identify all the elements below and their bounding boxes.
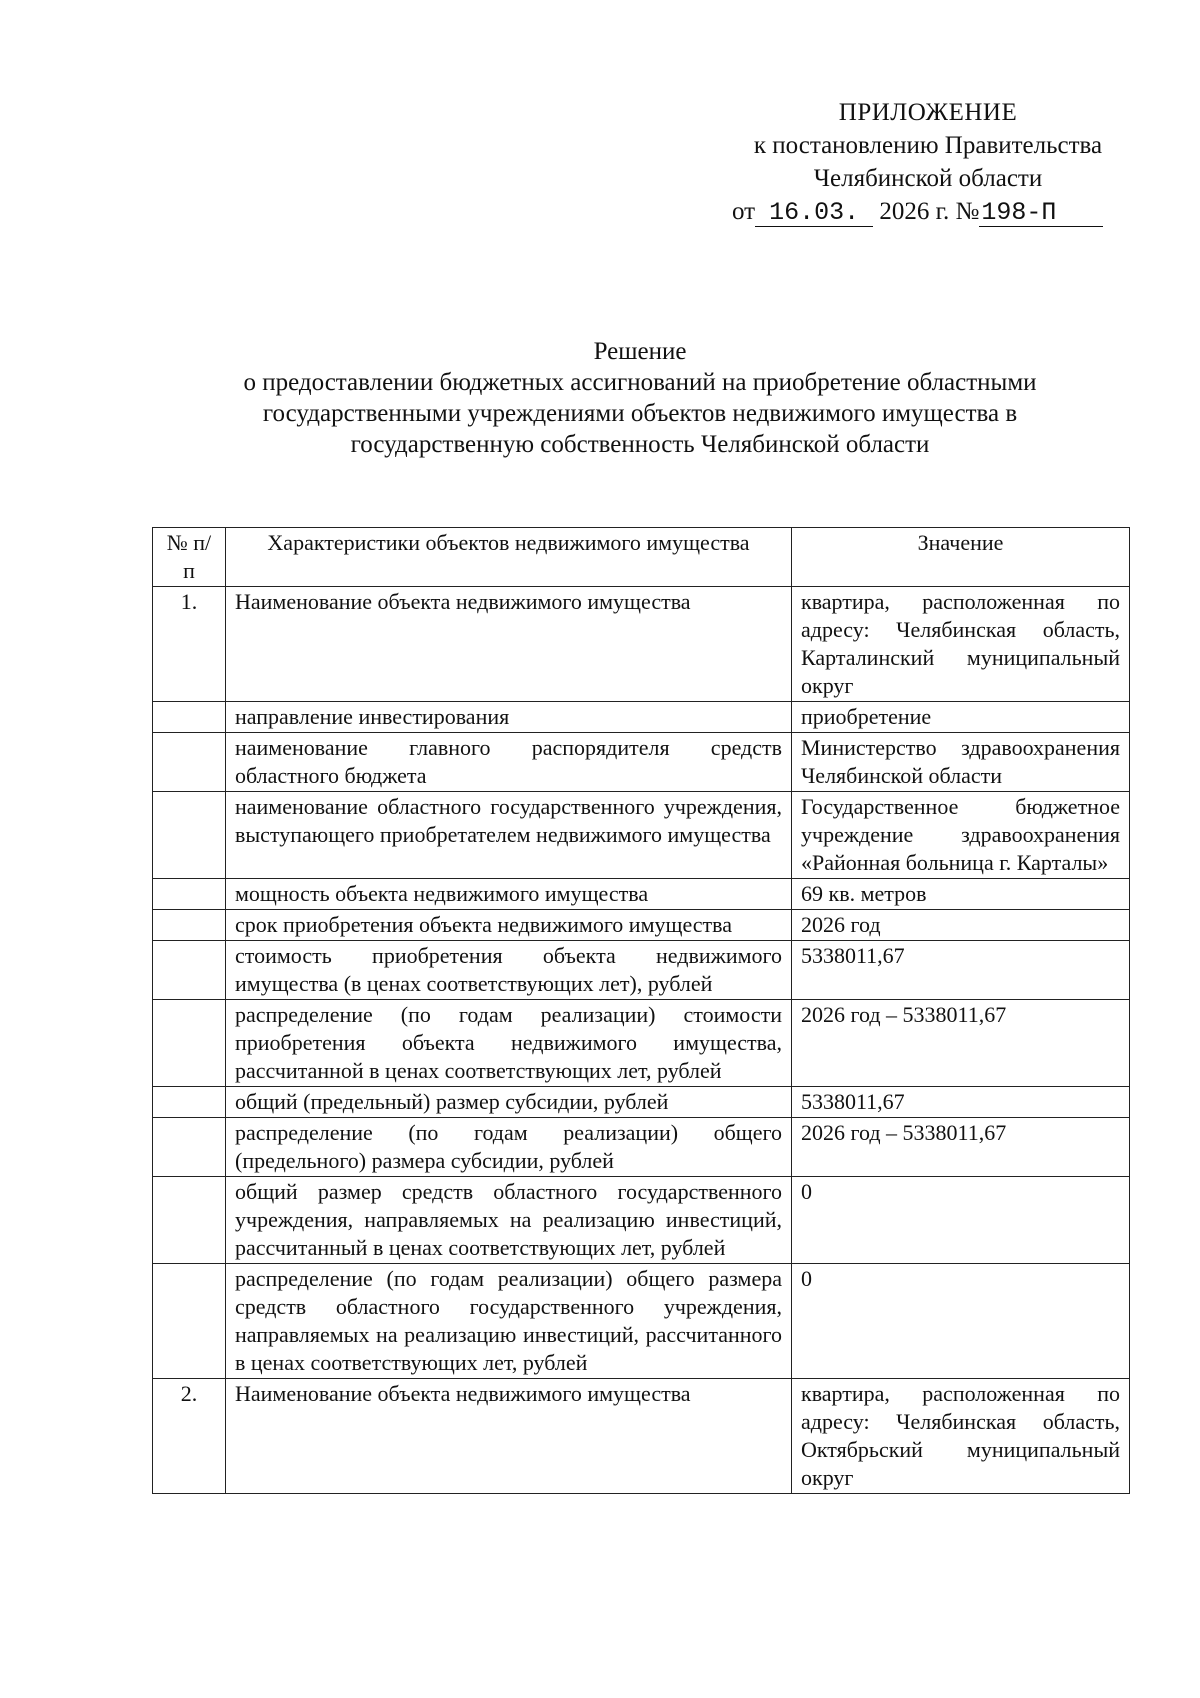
heading-line-1: о предоставлении бюджетных ассигнований на приобретение областными (243, 369, 1037, 396)
row-value: квартира, расположенная по адресу: Челябинская область, Карталинский муниципальный округ (792, 587, 1130, 702)
row-characteristic: распределение (по годам реализации) общего (предельного) размера субсидии, рублей (226, 1118, 792, 1177)
table-header-row (153, 528, 1130, 587)
header-characteristics: Характеристики объектов недвижимого имущества (226, 528, 792, 587)
row-number (153, 1087, 226, 1118)
row-value: 2026 год – 5338011,67 (792, 1118, 1130, 1177)
heading-line-3: государственную собственность Челябинской области (350, 431, 930, 458)
row-characteristic: наименование областного государственного учреждения, выступающего приобретателем недвижимого имущества (226, 792, 792, 879)
table-row (153, 1264, 1130, 1379)
row-characteristic: Наименование объекта недвижимого имущества (226, 587, 792, 702)
table-body (153, 587, 1130, 1494)
row-value: приобретение (792, 702, 1130, 733)
row-characteristic: мощность объекта недвижимого имущества (226, 879, 792, 910)
appendix-line-2: Челябинской области (813, 165, 1043, 192)
row-characteristic: направление инвестирования (226, 702, 792, 733)
row-value: 5338011,67 (792, 941, 1130, 1000)
row-characteristic: распределение (по годам реализации) стоимости приобретения объекта недвижимого имущества, рассчитанной в ценах соответствующих лет, рублей (226, 1000, 792, 1087)
decree-number: 198-П (979, 200, 1103, 227)
row-value: 69 кв. метров (792, 879, 1130, 910)
row-number (153, 792, 226, 879)
row-number (153, 702, 226, 733)
row-characteristic: стоимость приобретения объекта недвижимого имущества (в ценах соответствующих лет), рублей (226, 941, 792, 1000)
header-number: № п/п (153, 528, 226, 587)
table-row (153, 879, 1130, 910)
table-row (153, 1087, 1130, 1118)
row-value: 0 (792, 1264, 1130, 1379)
row-number (153, 1264, 226, 1379)
row-value: Министерство здравоохранения Челябинской области (792, 733, 1130, 792)
table-row (153, 1000, 1130, 1087)
row-number (153, 1118, 226, 1177)
heading-line-2: государственными учреждениями объектов недвижимого имущества в (262, 400, 1018, 427)
appendix-date-line (728, 195, 1128, 228)
decree-year: 2026 г. (879, 198, 950, 225)
table-row (153, 733, 1130, 792)
row-number (153, 733, 226, 792)
row-characteristic: наименование главного распорядителя средств областного бюджета (226, 733, 792, 792)
table-row (153, 587, 1130, 702)
decree-date: 16.03. (755, 200, 873, 227)
appendix-block (728, 96, 1128, 228)
properties-table (152, 527, 1130, 1494)
header-value: Значение (792, 528, 1130, 587)
row-characteristic: срок приобретения объекта недвижимого имущества (226, 910, 792, 941)
row-value: 2026 год – 5338011,67 (792, 1000, 1130, 1087)
number-label: № (955, 198, 980, 225)
from-label: от (732, 198, 756, 225)
row-number (153, 1000, 226, 1087)
heading-title: Решение (593, 338, 687, 365)
row-value: 2026 год (792, 910, 1130, 941)
row-number (153, 879, 226, 910)
table-row (153, 702, 1130, 733)
row-number: 2. (153, 1379, 226, 1494)
row-value: 5338011,67 (792, 1087, 1130, 1118)
row-value: квартира, расположенная по адресу: Челябинская область, Октябрьский муниципальный округ (792, 1379, 1130, 1494)
table-row (153, 1177, 1130, 1264)
row-number (153, 910, 226, 941)
row-number (153, 1177, 226, 1264)
table-row (153, 910, 1130, 941)
table-row (153, 1118, 1130, 1177)
row-number (153, 941, 226, 1000)
table-row (153, 1379, 1130, 1494)
row-characteristic: общий размер средств областного государственного учреждения, направляемых на реализацию инвестиций, рассчитанный в ценах соответствующих лет, рублей (226, 1177, 792, 1264)
row-characteristic: Наименование объекта недвижимого имущества (226, 1379, 792, 1494)
row-characteristic: общий (предельный) размер субсидии, рублей (226, 1087, 792, 1118)
table-row (153, 792, 1130, 879)
row-number: 1. (153, 587, 226, 702)
table-row (153, 941, 1130, 1000)
row-value: 0 (792, 1177, 1130, 1264)
document-heading (150, 336, 1130, 460)
appendix-line-1: к постановлению Правительства (753, 132, 1103, 159)
row-value: Государственное бюджетное учреждение здравоохранения «Районная больница г. Карталы» (792, 792, 1130, 879)
row-characteristic: распределение (по годам реализации) общего размера средств областного государственного учреждения, направляемых на реализацию инвестиций, рассчитанного в ценах соответствующих лет, рублей (226, 1264, 792, 1379)
appendix-title: ПРИЛОЖЕНИЕ (838, 99, 1018, 126)
